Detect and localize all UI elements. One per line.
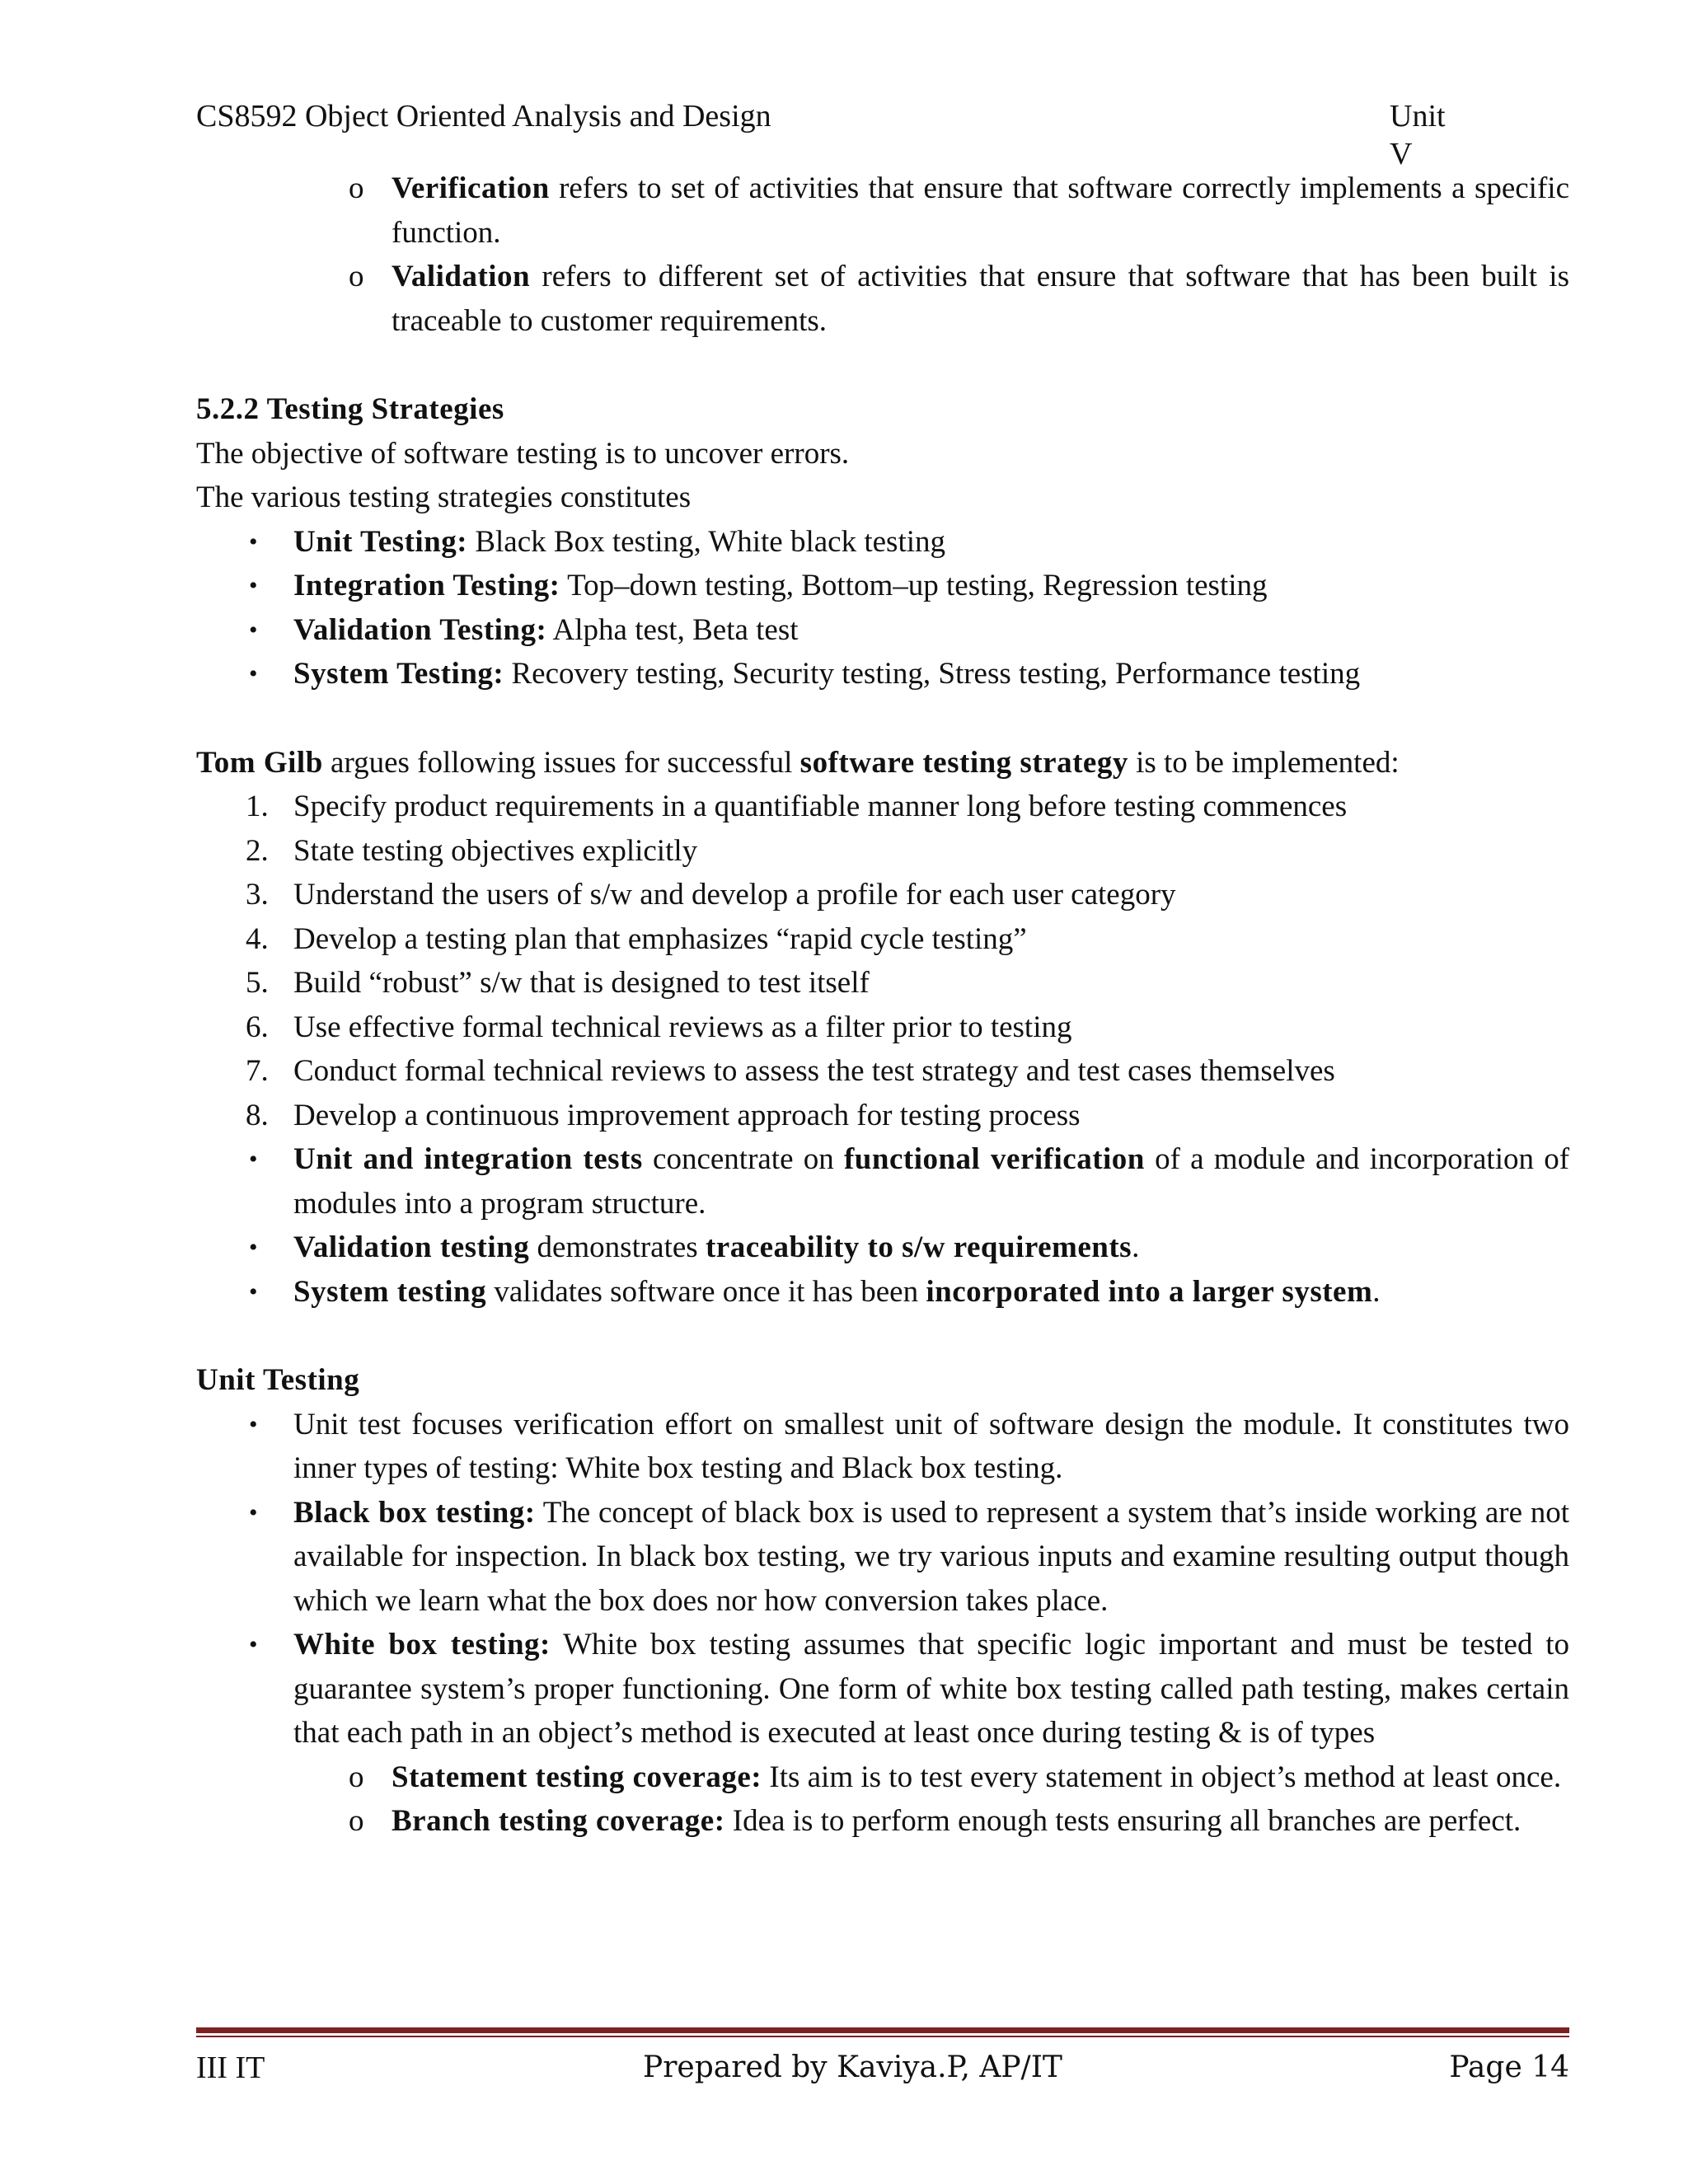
bullet-icon: • bbox=[249, 1146, 258, 1173]
list-item-text: Black Box testing, White black testing bbox=[467, 524, 946, 559]
term: Integration Testing: bbox=[293, 569, 560, 602]
numbered-item-text: Use effective formal technical reviews as a filter prior to testing bbox=[293, 1010, 1072, 1044]
term: System testing bbox=[293, 1274, 487, 1309]
term: Validation testing bbox=[293, 1230, 530, 1264]
paragraph: The various testing strategies constitutes bbox=[196, 480, 692, 514]
paragraph-text: argues following issues for successful bbox=[322, 745, 800, 780]
item-number: 4. bbox=[246, 921, 269, 956]
item-number: 1. bbox=[246, 790, 269, 823]
item-number: 8. bbox=[246, 1098, 269, 1132]
footer-class: III IT bbox=[196, 2050, 265, 2085]
page-number: Page 14 bbox=[1449, 2050, 1569, 2084]
numbered-item-text: Conduct formal technical reviews to assess the test strategy and test cases themselves bbox=[293, 1054, 1335, 1088]
list-item-text: The concept of black box is used to represent a system that’s inside working are not available for inspection. In black box testing, we try various inputs and examine resulting output though which we learn what the box does nor how conversion takes place. bbox=[293, 1495, 1569, 1618]
bullet-icon: • bbox=[249, 1234, 258, 1261]
term: Validation bbox=[392, 260, 531, 293]
list-item-text: . bbox=[1132, 1230, 1140, 1264]
list-item bbox=[196, 652, 1569, 696]
list-item-text: Top–down testing, Bottom–up testing, Regression testing bbox=[560, 569, 1268, 602]
header-unit: Unit V bbox=[1390, 99, 1446, 171]
list-item bbox=[196, 1623, 1569, 1755]
term: functional verification bbox=[843, 1142, 1145, 1176]
item-number: 7. bbox=[246, 1054, 269, 1088]
list-item-text: Alpha test, Beta test bbox=[546, 612, 799, 647]
circle-bullet-icon: o bbox=[349, 1804, 364, 1838]
list-item bbox=[196, 1137, 1569, 1226]
list-item bbox=[196, 1491, 1569, 1624]
list-item-text: Idea is to perform enough tests ensuring all branches are perfect. bbox=[724, 1804, 1522, 1838]
numbered-item-text: State testing objectives explicitly bbox=[293, 833, 698, 868]
numbered-item bbox=[196, 917, 1569, 962]
list-item-text: . bbox=[1372, 1274, 1381, 1309]
page-content bbox=[196, 166, 1569, 1844]
term: White box testing: bbox=[293, 1628, 551, 1661]
item-number: 2. bbox=[246, 833, 269, 868]
header-course-title: CS8592 Object Oriented Analysis and Design bbox=[196, 99, 771, 134]
list-item-text: concentrate on bbox=[642, 1142, 844, 1176]
numbered-item bbox=[196, 961, 1569, 1005]
term: System Testing: bbox=[293, 657, 504, 691]
bullet-icon: • bbox=[249, 572, 258, 599]
item-number: 5. bbox=[246, 966, 269, 1000]
term: traceability to s/w requirements bbox=[705, 1230, 1132, 1264]
numbered-item bbox=[196, 1005, 1569, 1050]
numbered-item bbox=[196, 873, 1569, 917]
bullet-icon: • bbox=[249, 1631, 258, 1658]
definition: refers to set of activities that ensure that software correctly implements a specific function. bbox=[392, 171, 1569, 250]
bullet-icon: • bbox=[249, 1410, 258, 1438]
definition: refers to different set of activities that ensure that software that has been built is traceable to customer requirements. bbox=[392, 260, 1569, 338]
bullet-icon: • bbox=[249, 1277, 258, 1305]
numbered-item bbox=[196, 785, 1569, 829]
list-item bbox=[196, 520, 1569, 565]
list-item bbox=[196, 564, 1569, 608]
circle-bullet-icon: o bbox=[349, 260, 364, 293]
numbered-item-text: Specify product requirements in a quantifiable manner long before testing commences bbox=[293, 790, 1348, 823]
paragraph: The objective of software testing is to uncover errors. bbox=[196, 436, 850, 471]
list-item-text: White box testing assumes that specific logic important and must be tested to guarantee system’s proper functioning. One form of white box testing called path testing, makes certain that each path in an object’s method is executed at least once during testing & is of types bbox=[293, 1628, 1569, 1750]
list-item-text: Recovery testing, Security testing, Stress testing, Performance testing bbox=[504, 657, 1361, 691]
bullet-icon: • bbox=[249, 616, 258, 644]
term: Validation Testing: bbox=[293, 612, 547, 647]
section-heading: 5.2.2 Testing Strategies bbox=[196, 392, 504, 426]
footer-author: Prepared by Kaviya.P, AP/IT bbox=[643, 2050, 1062, 2084]
gilb-paragraph bbox=[196, 741, 1569, 785]
term: Statement testing coverage: bbox=[392, 1760, 762, 1794]
term: Black box testing: bbox=[293, 1495, 536, 1530]
term: software testing strategy bbox=[799, 745, 1128, 780]
sub-list-item bbox=[196, 1799, 1569, 1844]
paragraph-text: is to be implemented: bbox=[1128, 745, 1400, 780]
list-item bbox=[196, 1226, 1569, 1270]
circle-bullet-icon: o bbox=[349, 171, 364, 205]
footer-rule-thin bbox=[196, 2036, 1569, 2037]
term: Unit Testing: bbox=[293, 524, 468, 559]
bullet-icon: • bbox=[249, 660, 258, 687]
sub-list-item bbox=[196, 1755, 1569, 1800]
list-item bbox=[196, 608, 1569, 653]
list-item-text: Its aim is to test every statement in object’s method at least once. bbox=[762, 1760, 1562, 1794]
validation-item bbox=[196, 255, 1569, 343]
verification-item bbox=[196, 166, 1569, 255]
numbered-item-text: Build “robust” s/w that is designed to test itself bbox=[293, 966, 870, 1000]
numbered-item bbox=[196, 829, 1569, 874]
numbered-item-text: Understand the users of s/w and develop a profile for each user category bbox=[293, 878, 1176, 912]
item-number: 3. bbox=[246, 878, 269, 912]
list-item-text: demonstrates bbox=[529, 1230, 706, 1264]
item-number: 6. bbox=[246, 1010, 269, 1044]
list-item-text: validates software once it has been bbox=[486, 1274, 926, 1309]
term: incorporated into a larger system bbox=[926, 1274, 1373, 1309]
numbered-item bbox=[196, 1094, 1569, 1138]
circle-bullet-icon: o bbox=[349, 1760, 364, 1794]
list-item-text: Unit test focuses verification effort on smallest unit of software design the module. It constitutes two inner types of testing: White box testing and Black box testing. bbox=[293, 1407, 1569, 1485]
numbered-item-text: Develop a continuous improvement approach for testing process bbox=[293, 1098, 1081, 1132]
bullet-icon: • bbox=[249, 1498, 258, 1526]
numbered-item bbox=[196, 1049, 1569, 1094]
numbered-item-text: Develop a testing plan that emphasizes “rapid cycle testing” bbox=[293, 921, 1027, 956]
term: Unit and integration tests bbox=[293, 1142, 643, 1176]
unit-testing-heading: Unit Testing bbox=[196, 1363, 360, 1397]
bullet-icon: • bbox=[249, 527, 258, 555]
list-item bbox=[196, 1270, 1569, 1315]
list-item bbox=[196, 1403, 1569, 1491]
list-item-text: of a module and incorporation of modules into a program structure. bbox=[293, 1142, 1570, 1221]
author-name: Tom Gilb bbox=[196, 745, 323, 780]
term: Verification bbox=[392, 171, 550, 205]
footer-rule bbox=[196, 2027, 1569, 2033]
term: Branch testing coverage: bbox=[392, 1804, 725, 1838]
